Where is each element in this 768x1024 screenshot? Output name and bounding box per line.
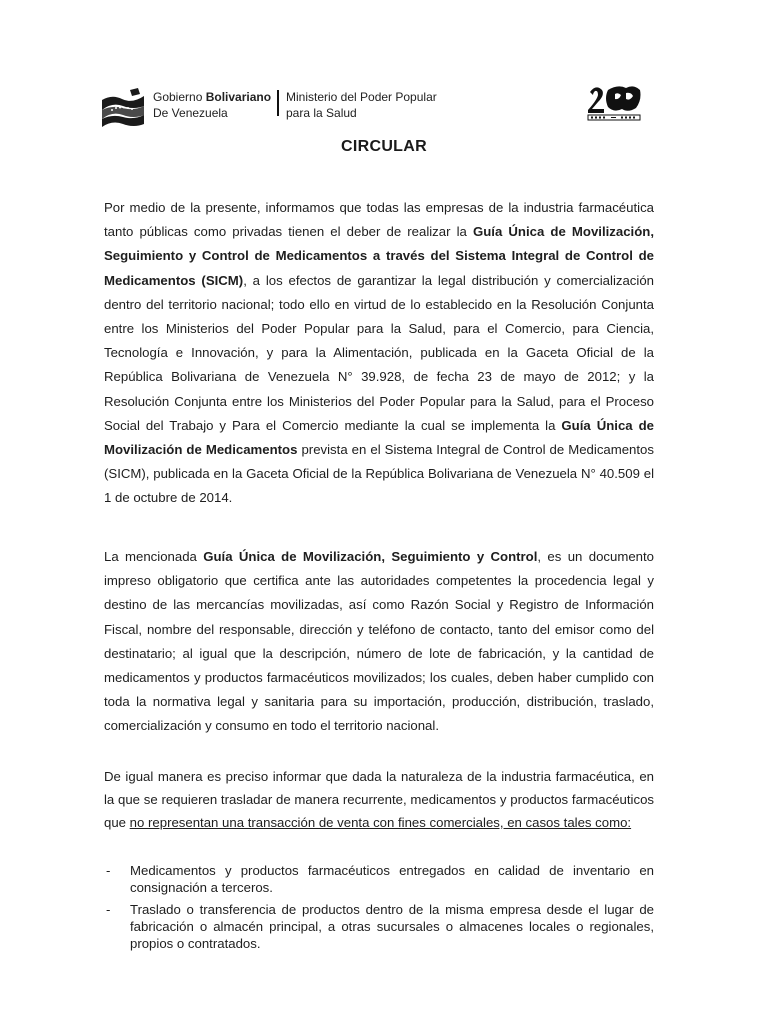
- gov-line1-prefix: Gobierno: [153, 90, 206, 104]
- list-item-text: Traslado o transferencia de productos dentro de la misma empresa desde el lugar de fabricación o almacén principal, a otras sucursales o almacenes locales o regionales, propios o contratados.: [130, 902, 654, 951]
- text-segment: Por medio de la presente, informamos que todas las empresas de la industria farmacéutica tanto públicas como privadas tienen el deber de realizar la: [104, 200, 654, 240]
- ministry-label: [286, 89, 437, 121]
- bicentennial-logo: [586, 82, 642, 122]
- text-segment: De igual manera es preciso informar que dada la naturaleza de la industria farmacéutica, en la que se requieren trasladar de manera recurrente, medicamentos y productos farmacéuticos que: [104, 769, 654, 830]
- paragraph-2: [104, 545, 654, 739]
- venezuela-flag-logo: [100, 86, 146, 128]
- text-segment: prevista en el Sistema Integral de Control de Medicamentos (SICM), publicada en la Gaceta Oficial de la República Bolivariana de Venezuela N° 40.509 el 1 de octubre de 2014.: [104, 442, 654, 506]
- dash-bullet: -: [106, 863, 111, 878]
- gov-line2: De Venezuela: [153, 106, 228, 120]
- text-segment: La mencionada: [104, 549, 204, 564]
- paragraph-3: [104, 765, 654, 834]
- header-divider: [277, 90, 279, 116]
- underlined-text: no representan una transacción de venta con fines comerciales, en casos tales como:: [129, 815, 632, 830]
- document-title: CIRCULAR: [341, 138, 427, 155]
- gov-line1-bold: Bolivariano: [205, 90, 272, 104]
- list-item: [104, 901, 654, 952]
- text-segment: , es un documento impreso obligatorio que certifica ante las autoridades competentes la procedencia legal y destino de las mercancías movilizadas, así como Razón Social y Registro de Información Fiscal, nombre del responsable, dirección y teléfono de contacto, tanto del emisor como del destinatario; al igual que la descripción, número de lote de fabricación, y la cantidad de medicamentos y productos farmacéuticos movilizados; los cuales, deben haber cumplido con toda la normativa legal y sanitaria para su importación, producción, distribución, traslado, comercialización y consumo en todo el territorio nacional.: [104, 549, 654, 734]
- government-label: [153, 89, 271, 121]
- dash-bullet: -: [106, 902, 111, 917]
- list-item-text: Medicamentos y productos farmacéuticos entregados en calidad de inventario en consignación a terceros.: [130, 863, 654, 895]
- bold-text: Guía Única de Movilización, Seguimiento y Control de Medicamentos a través del Sistema Integral de Control de Medicamentos (SICM): [104, 224, 654, 288]
- list-item: [104, 862, 654, 896]
- bold-text: Guía Única de Movilización de Medicamentos: [104, 417, 654, 458]
- paragraph-1: [104, 196, 654, 511]
- ministry-line1: Ministerio del Poder Popular: [286, 90, 437, 104]
- cases-list: [104, 862, 654, 957]
- ministry-line2: para la Salud: [286, 106, 357, 120]
- bold-text: Guía Única de Movilización, Seguimiento y Control: [203, 549, 538, 564]
- text-segment: , a los efectos de garantizar la legal distribución y comercialización dentro del territorio nacional; todo ello en virtud de lo establecido en la Resolución Conjunta entre los Ministerios del Poder Popular para la Salud, para el Comercio, para Ciencia, Tecnología e Innovación, y para la Alimentación, publicada en la Gaceta Oficial de la República Bolivariana de Venezuela N° 39.928, de fecha 23 de mayo de 2012; y la Resolución Conjunta entre los Ministerios del Poder Popular para la Salud, para el Proceso Social del Trabajo y Para el Comercio mediante la cual se implementa la: [104, 272, 654, 433]
